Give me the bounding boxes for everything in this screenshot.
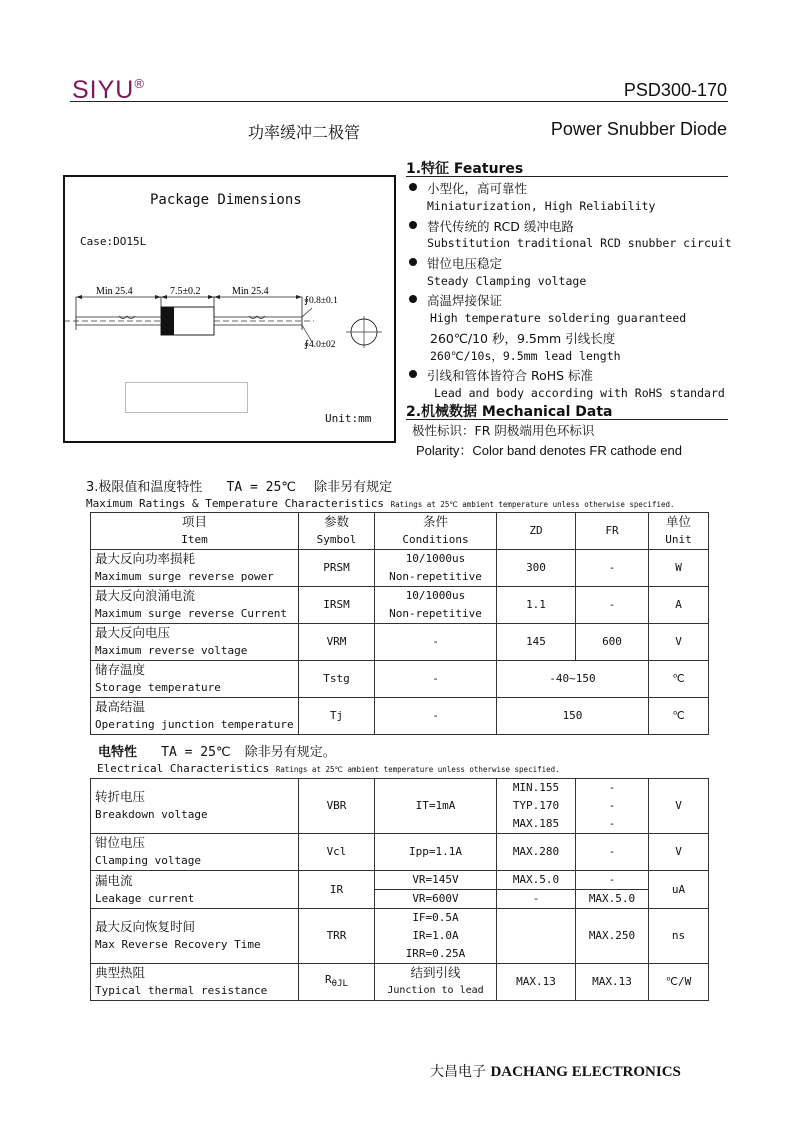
row-item-en: Breakdown voltage <box>95 808 208 821</box>
row-symbol: IRSM <box>299 587 375 624</box>
row-zd-1: MAX.5.0 <box>497 871 576 890</box>
row-symbol: VRM <box>299 624 375 661</box>
row-item-cn: 转折电压 <box>95 789 146 804</box>
feature-en-1: Miniaturization, High Reliability <box>427 199 656 213</box>
table-row <box>91 779 709 798</box>
row-cond-1: - <box>375 661 497 698</box>
electrical-sub-small: Ratings at 25℃ ambient temperature unless otherwise specified. <box>275 765 560 774</box>
header-item-cn: 项目 <box>181 514 207 529</box>
row-symbol: IR <box>299 871 375 909</box>
bullet-icon <box>409 370 417 378</box>
row-unit: ℃/W <box>649 964 709 1001</box>
row-symbol: Tstg <box>299 661 375 698</box>
row-item-en: Operating junction temperature <box>95 718 294 731</box>
row-value-span: 150 <box>497 698 649 735</box>
row-cond-3: IRR=0.25A <box>375 945 497 964</box>
footer-company <box>430 1061 681 1081</box>
row-cond-1: - <box>375 698 497 735</box>
table-header-row <box>91 513 709 550</box>
row-unit: A <box>649 587 709 624</box>
part-number: PSD300-170 <box>623 80 727 100</box>
row-symbol: PRSM <box>299 550 375 587</box>
dim-min-left: Min 25.4 <box>96 286 133 297</box>
footer-company-en: DACHANG ELECTRONICS <box>490 1064 681 1080</box>
row-unit: W <box>649 550 709 587</box>
row-item-cn: 最高结温 <box>95 699 146 714</box>
row-zd: MAX.13 <box>497 964 576 1001</box>
max-ratings-sub-small: Ratings at 25℃ ambient temperature unless otherwise specified. <box>390 500 675 509</box>
row-item-en: Typical thermal resistance <box>95 984 268 997</box>
row-fr-2: MAX.5.0 <box>576 890 649 909</box>
row-fr: MAX.250 <box>576 909 649 964</box>
mechanical-divider <box>406 419 728 420</box>
row-item-en: Clamping voltage <box>95 854 201 867</box>
table-row <box>91 624 709 661</box>
label-placeholder-box <box>125 382 248 413</box>
row-fr-1: - <box>576 871 649 890</box>
header-symbol-cn: 参数 <box>323 514 349 529</box>
row-zd <box>497 909 576 964</box>
header-cond-cn: 条件 <box>422 514 448 529</box>
electrical-ta: TA = 25℃ <box>161 745 231 760</box>
features-divider <box>406 176 728 177</box>
table-row <box>91 964 709 1001</box>
table-row <box>91 871 709 890</box>
bullet-icon <box>409 295 417 303</box>
package-case: Case:DO15L <box>80 235 147 248</box>
row-fr-max: - <box>576 815 649 834</box>
row-item-cn: 漏电流 <box>95 872 133 888</box>
electrical-heading <box>98 741 336 760</box>
row-cond-en: Junction to lead <box>387 985 484 996</box>
feature-cn-2: 替代传统的 RCD 缓冲电路 <box>427 219 574 234</box>
brand-name: SIYU <box>72 76 135 104</box>
row-unit: ℃ <box>649 698 709 735</box>
max-ratings-heading <box>86 476 392 495</box>
electrical-sub-en: Electrical Characteristics <box>97 762 270 775</box>
row-cond-1: 10/1000us <box>405 552 466 565</box>
electrical-title: 电特性 <box>98 745 138 760</box>
row-cond-1: IF=0.5A <box>375 909 497 928</box>
header-zd: ZD <box>497 513 576 550</box>
row-unit: ns <box>649 909 709 964</box>
row-item-en: Storage temperature <box>95 681 221 694</box>
table-row <box>91 698 709 735</box>
feature-en-5: Lead and body according with RoHS standard <box>434 386 725 400</box>
row-fr: - <box>576 834 649 871</box>
row-cond-cn: 结到引线 <box>410 965 461 980</box>
max-ratings-note: 除非另有规定 <box>314 480 393 495</box>
table-row <box>91 550 709 587</box>
bullet-icon <box>409 183 417 191</box>
dim-lead-diameter: ∮0.8±0.1 <box>304 296 338 306</box>
registered-mark: ® <box>134 76 145 91</box>
row-fr: - <box>576 550 649 587</box>
row-cond-1: VR=145V <box>375 871 497 890</box>
row-zd: 145 <box>497 624 576 661</box>
row-item-en: Maximum surge reverse Current <box>95 607 288 620</box>
row-cond-2: VR=600V <box>375 890 497 909</box>
feature-cn-1: 小型化，高可靠性 <box>427 181 528 196</box>
electrical-table <box>90 778 709 1001</box>
features-heading: 1.特征 Features <box>406 161 524 177</box>
dim-body-length: 7.5±0.2 <box>170 286 201 297</box>
row-zd: 300 <box>497 550 576 587</box>
row-symbol: Tj <box>299 698 375 735</box>
row-zd: 1.1 <box>497 587 576 624</box>
row-item-cn: 储存温度 <box>95 662 146 677</box>
title-english: Power Snubber Diode <box>550 119 727 139</box>
feature-en-3: Steady Clamping voltage <box>427 274 587 288</box>
feature-en-2: Substitution traditional RCD snubber circuit <box>427 236 732 250</box>
row-zd: MAX.280 <box>497 834 576 871</box>
row-symbol: VBR <box>299 779 375 834</box>
row-item-en: Max Reverse Recovery Time <box>95 938 261 951</box>
bullet-icon <box>409 221 417 229</box>
row-item-en: Maximum surge reverse power <box>95 570 274 583</box>
row-zd-typ: TYP.170 <box>497 797 576 815</box>
row-item-cn: 最大反向电压 <box>95 625 171 640</box>
feature-cn-4: 高温焊接保证 <box>427 293 503 308</box>
footer-company-cn: 大昌电子 <box>430 1064 486 1080</box>
feature-en-4: High temperature soldering guaranteed <box>430 311 687 325</box>
header-unit-en: Unit <box>665 533 692 546</box>
row-item-cn: 最大反向浪涌电流 <box>95 588 196 603</box>
diode-dimension-drawing <box>64 280 394 360</box>
header-cond-en: Conditions <box>402 533 469 546</box>
table-row <box>91 661 709 698</box>
row-unit: V <box>649 624 709 661</box>
row-cond: Ipp=1.1A <box>375 834 497 871</box>
package-title: Package Dimensions <box>150 192 302 208</box>
row-item-en: Maximum reverse voltage <box>95 644 248 657</box>
row-item-cn: 最大反向恢复时间 <box>95 919 196 934</box>
row-unit: uA <box>649 871 709 909</box>
row-cond-1: 10/1000us <box>405 589 466 602</box>
row-unit: V <box>649 779 709 834</box>
row-fr: - <box>576 587 649 624</box>
row-cond-2: IR=1.0A <box>375 927 497 945</box>
electrical-note: 除非另有规定。 <box>244 745 336 760</box>
row-item-cn: 最大反向功率损耗 <box>95 551 196 566</box>
header-fr: FR <box>576 513 649 550</box>
row-zd-2: - <box>497 890 576 909</box>
row-symbol-sub: θJL <box>331 979 348 990</box>
polarity-en: Polarity：Color band denotes FR cathode end <box>416 443 682 458</box>
electrical-subheading <box>97 762 560 775</box>
row-item-cn: 典型热阻 <box>95 965 146 980</box>
row-zd-max: MAX.185 <box>497 815 576 834</box>
header-symbol-en: Symbol <box>316 533 357 546</box>
row-item-en: Leakage current <box>95 891 195 905</box>
package-unit: Unit:mm <box>325 412 372 425</box>
mechanical-heading: 2.机械数据 Mechanical Data <box>406 404 613 420</box>
bullet-icon <box>409 258 417 266</box>
max-ratings-table <box>90 512 709 735</box>
feature-cn-5: 引线和管体皆符合 RoHS 标准 <box>427 368 594 383</box>
dim-min-right: Min 25.4 <box>232 286 269 297</box>
row-item-cn: 钳位电压 <box>95 835 146 850</box>
feature-cn-4b: 260℃/10 秒，9.5mm 引线长度 <box>430 331 616 346</box>
header-unit-cn: 单位 <box>665 514 691 529</box>
row-value-span: -40~150 <box>497 661 649 698</box>
max-ratings-subheading <box>86 497 675 510</box>
title-chinese: 功率缓冲二极管 <box>248 123 361 142</box>
row-zd-min: MIN.155 <box>497 779 576 798</box>
row-symbol: R <box>325 972 332 986</box>
table-row <box>91 834 709 871</box>
feature-en-4b: 260℃/10s，9.5mm lead length <box>430 349 621 363</box>
row-cond-1: - <box>375 624 497 661</box>
row-fr: 600 <box>576 624 649 661</box>
header-item-en: Item <box>181 533 208 546</box>
row-fr-min: - <box>576 779 649 798</box>
row-unit: ℃ <box>649 661 709 698</box>
polarity-cn: 极性标识：FR 阴极端用色环标识 <box>412 423 595 438</box>
row-symbol: Vcl <box>299 834 375 871</box>
max-ratings-title: 3.极限值和温度特性 <box>86 480 203 495</box>
row-fr-typ: - <box>576 797 649 815</box>
row-symbol: TRR <box>299 909 375 964</box>
table-row <box>91 909 709 928</box>
max-ratings-ta: TA = 25℃ <box>226 480 296 495</box>
max-ratings-sub-en: Maximum Ratings & Temperature Characteristics <box>86 497 385 510</box>
row-cond: IT=1mA <box>375 779 497 834</box>
row-fr: MAX.13 <box>576 964 649 1001</box>
row-unit: V <box>649 834 709 871</box>
table-row <box>91 587 709 624</box>
header-divider <box>70 101 728 102</box>
row-cond-2: Non-repetitive <box>389 607 482 620</box>
row-cond-2: Non-repetitive <box>389 570 482 583</box>
feature-cn-3: 钳位电压稳定 <box>427 256 503 271</box>
dim-body-diameter: ∮4.0±02 <box>304 340 336 350</box>
